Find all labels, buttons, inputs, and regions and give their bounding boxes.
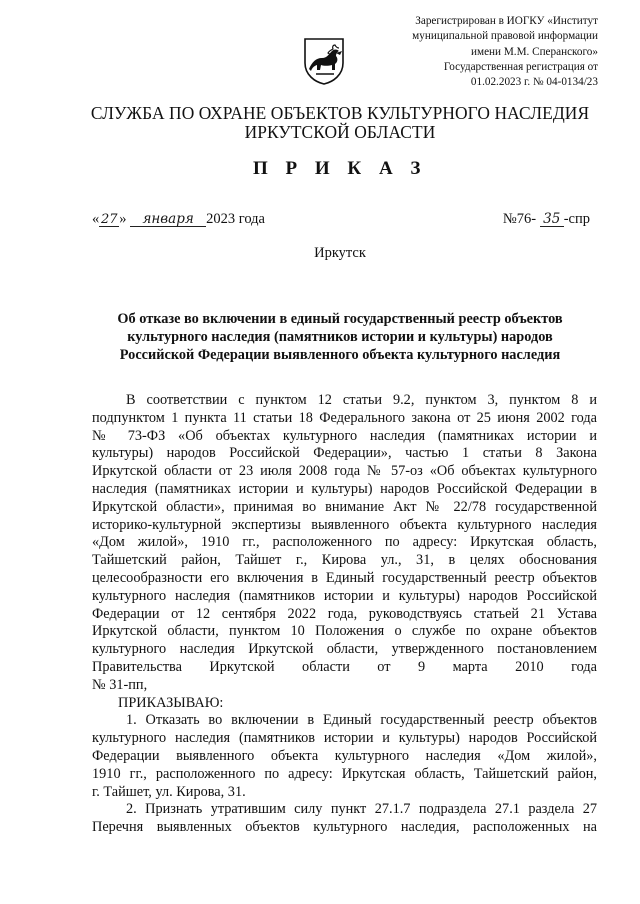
order-subject bbox=[80, 310, 600, 364]
registration-line: Государственная регистрация от bbox=[443, 60, 598, 73]
preamble-line: целесообразности его включения в Единый государственный реестр объектов bbox=[92, 569, 597, 586]
order-directive: ПРИКАЗЫВАЮ: bbox=[118, 694, 224, 711]
order-date bbox=[92, 211, 265, 228]
subject-line: Об отказе во включении в единый государственный реестр объектов bbox=[117, 311, 563, 327]
preamble-line: подпунктом 1 пункта 11 статьи 18 Федерального закона от 25 июня 2002 года bbox=[92, 409, 597, 426]
agency-name bbox=[60, 104, 620, 142]
item1-line: 1. Отказать во включении в Единый государственный реестр объектов bbox=[126, 712, 597, 729]
preamble-line: Тайшетский район, Тайшет г., Кирова ул., 31, в целях обоснования bbox=[92, 552, 597, 569]
preamble-line: Правительства Иркутской области от 9 марта 2010 года bbox=[92, 658, 597, 675]
date-close-quote: » bbox=[119, 211, 127, 227]
preamble-line: культурного наследия (памятников истории и культуры) народов Российской bbox=[92, 587, 597, 604]
preamble-line: историко-культурной экспертизы выявленного объекта культурного наследия bbox=[92, 516, 597, 533]
preamble-line: В соответствии с пунктом 12 статьи 9.2, пунктом 3, пунктом 8 и bbox=[126, 392, 597, 408]
city-name: Иркутск bbox=[314, 245, 366, 261]
handwritten-order-number: 35 bbox=[540, 213, 564, 227]
order-number-prefix: №76- bbox=[502, 211, 537, 227]
item2-line: 2. Признать утратившим силу пункт 27.1.7 подраздела 27.1 раздела 27 bbox=[126, 801, 597, 818]
preamble-line: Иркутской области», принимая во внимание Акт № 22/78 государственной bbox=[92, 498, 597, 515]
order-number bbox=[503, 211, 590, 228]
registration-line: муниципальной правовой информации bbox=[412, 30, 598, 43]
item2-line: Перечня выявленных объектов культурного наследия, расположенных на bbox=[92, 819, 597, 836]
preamble-line: культурного наследия Иркутской области, утвержденного постановлением bbox=[92, 641, 597, 658]
date-open-quote: « bbox=[92, 211, 100, 227]
preamble-line: Федерации от 12 сентября 2022 года, руководствуясь статьей 21 Устава bbox=[92, 605, 597, 622]
handwritten-month: января bbox=[130, 213, 206, 227]
coat-of-arms-icon bbox=[302, 36, 346, 86]
agency-line: СЛУЖБА ПО ОХРАНЕ ОБЪЕКТОВ КУЛЬТУРНОГО НАСЛЕДИЯ bbox=[90, 103, 590, 123]
preamble-line: № 73-ФЗ «Об объектах культурного наследия (памятниках истории и bbox=[92, 427, 597, 444]
document-type-title: П Р И К А З bbox=[253, 158, 427, 179]
agency-line: ИРКУТСКОЙ ОБЛАСТИ bbox=[244, 122, 436, 142]
preamble-line: культуры) народов Российской Федерации», частью 1 статьи 8 Закона bbox=[92, 445, 597, 462]
preamble-line: Иркутской области, пунктом 10 Положения о службе по охране объектов bbox=[92, 623, 597, 640]
registration-note bbox=[368, 14, 598, 90]
item1-line: 1910 гг., расположенного по адресу: Иркутская область, Тайшетский район, bbox=[92, 765, 597, 782]
subject-line: культурного наследия (памятников истории и культуры) народов bbox=[127, 329, 553, 345]
item1-line: культурного наследия (памятников истории и культуры) народов Российской bbox=[92, 730, 597, 747]
registration-line: имени М.М. Сперанского» bbox=[471, 45, 598, 58]
subject-line: Российской Федерации выявленного объекта культурного наследия bbox=[119, 347, 561, 363]
item1-line: г. Тайшет, ул. Кирова, 31. bbox=[92, 783, 246, 800]
order-number-suffix: -спр bbox=[563, 211, 590, 227]
preamble-line: «Дом жилой», 1910 гг., расположенного по адресу: Иркутская область, bbox=[92, 534, 597, 551]
registration-line: 01.02.2023 г. № 04-0134/23 bbox=[470, 76, 598, 89]
preamble-line: наследия (памятниках истории и культуры) народов Российской Федерации в bbox=[92, 480, 597, 497]
registration-line: Зарегистрирован в ИОГКУ «Институт bbox=[415, 15, 598, 27]
order-body bbox=[92, 392, 597, 837]
preamble-line: Иркутской области от 23 июля 2008 года № 57-оз «Об объектах культурного bbox=[92, 463, 597, 480]
item1-line: Федерации выявленного объекта культурного наследия «Дом жилой», bbox=[92, 747, 597, 764]
date-year: 2023 года bbox=[206, 211, 265, 227]
handwritten-day: 27 bbox=[100, 212, 118, 227]
preamble-line: № 31-пп, bbox=[92, 676, 148, 693]
